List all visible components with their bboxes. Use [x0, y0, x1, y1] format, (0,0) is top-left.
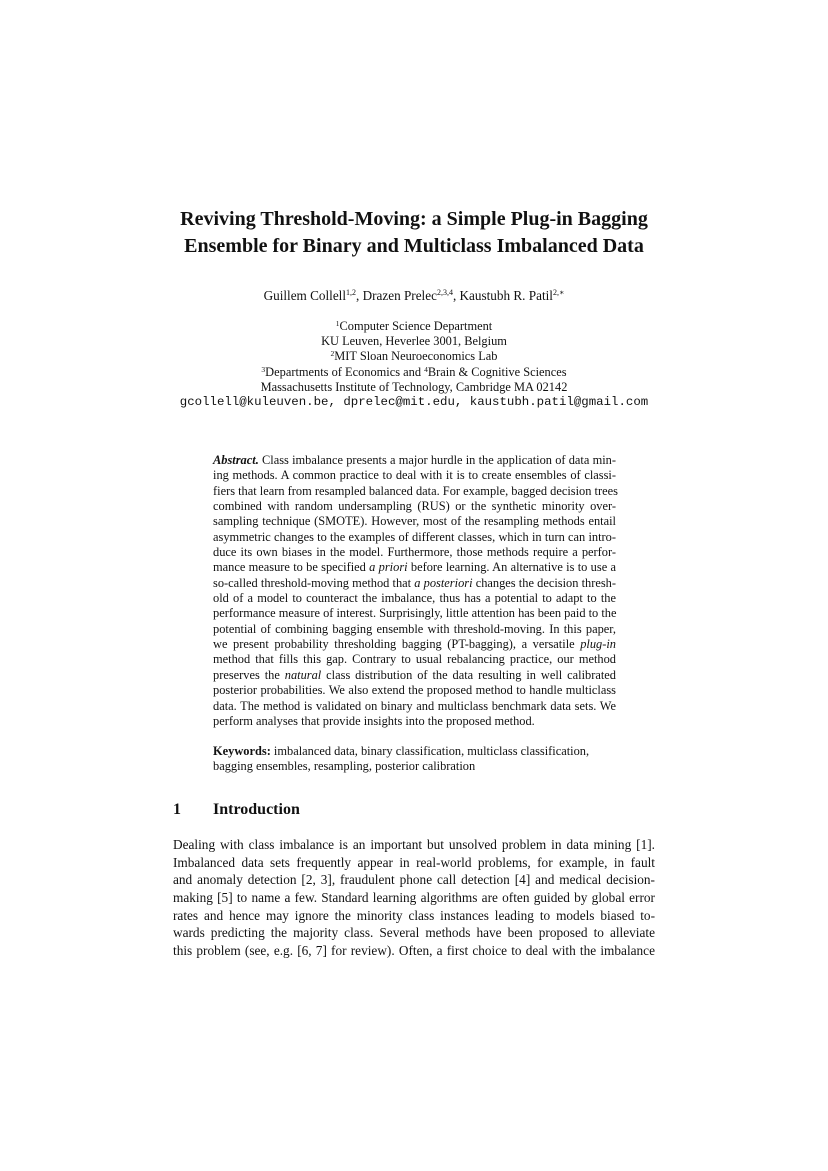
affiliation-line	[0, 349, 828, 364]
section-heading	[173, 801, 300, 819]
author-separator: ,	[356, 288, 363, 303]
abstract-text: Class imbalance presents a major hurdle in the application of data min-	[258, 453, 616, 467]
abstract-line: potential of combining bagging ensemble with threshold-moving. In this paper,	[213, 621, 616, 636]
abstract-heading: Abstract	[213, 453, 256, 467]
section-number: 1	[173, 801, 181, 818]
author-affil-sup: 2,∗	[552, 288, 565, 297]
abstract-heading-punct: .	[255, 453, 259, 467]
abstract-emphasis: plug-in	[580, 637, 616, 652]
keywords-line: bagging ensembles, resampling, posterior calibration	[213, 759, 476, 774]
affiliation-line: Massachusetts Institute of Technology, Cambridge MA 02142	[260, 379, 568, 394]
abstract-text: mance measure to be specified	[213, 560, 370, 575]
abstract-line	[213, 560, 616, 575]
affiliation-line: KU Leuven, Heverlee 3001, Belgium	[321, 334, 507, 349]
abstract-line	[213, 637, 616, 652]
affil-sup: 3	[261, 364, 266, 374]
affiliation-line	[0, 365, 828, 380]
body-line: wards predicting the majority class. Several methods have been proposed to alleviate	[173, 925, 655, 941]
paper-title	[120, 206, 708, 260]
abstract	[213, 453, 616, 729]
keywords	[213, 744, 616, 775]
abstract-line: perform analyses that provide insights into the proposed method.	[213, 713, 535, 728]
keywords-label: Keywords:	[213, 744, 271, 758]
affil-text: Departments of Economics and	[265, 364, 425, 379]
affiliations	[0, 319, 828, 395]
affil-sup: 4	[424, 364, 428, 374]
abstract-emphasis: a posteriori	[414, 575, 473, 590]
abstract-line: sampling technique (SMOTE). However, most of the resampling methods entail	[213, 514, 616, 529]
abstract-emphasis: natural	[284, 667, 322, 682]
abstract-text: we present probability thresholding bagging (PT-bagging), a versatile	[213, 637, 581, 652]
abstract-text: before learning. An alternative is to use a	[407, 560, 616, 575]
body-line: and anomaly detection [2, 3], fraudulent phone call detection [4] and medical decision-	[173, 872, 655, 888]
author-name: Drazen Prelec	[362, 288, 437, 303]
title-line-2: Ensemble for Binary and Multiclass Imbalanced Data	[184, 235, 644, 257]
affiliation-line	[0, 319, 828, 334]
abstract-line: data. The method is validated on binary and multiclass benchmark data sets. We	[213, 698, 616, 713]
abstract-emphasis: a priori	[369, 560, 408, 575]
keywords-line	[213, 744, 616, 759]
abstract-line: posterior probabilities. We also extend the proposed method to handle multiclass	[213, 683, 616, 698]
abstract-line: combined with random undersampling (RUS) or the synthetic minority over-	[213, 499, 616, 514]
abstract-line: duce its own biases in the model. Furthermore, those methods require a perfor-	[213, 545, 616, 560]
introduction-paragraph	[173, 836, 655, 960]
keywords-text: imbalanced data, binary classification, multiclass classification,	[270, 744, 590, 758]
author-name: Kaustubh R. Patil	[459, 288, 553, 303]
body-line: this problem (see, e.g. [6, 7] for review). Often, a first choice to deal with the imbalance	[173, 943, 655, 959]
author-affil-sup: 1,2	[346, 288, 357, 297]
title-line-1: Reviving Threshold-Moving: a Simple Plug-in Bagging	[180, 208, 648, 230]
affil-text: Computer Science Department	[339, 319, 493, 333]
affil-text: Brain & Cognitive Sciences	[427, 364, 567, 379]
author-affil-sup: 2,3,4	[436, 288, 453, 297]
abstract-line: performance measure of interest. Surprisingly, little attention has been paid to the	[213, 606, 617, 621]
body-line: making [5] to name a few. Standard learning algorithms are often guided by global error	[173, 890, 655, 906]
abstract-line: ing methods. A common practice to deal with it is to create ensembles of classi-	[213, 468, 616, 483]
abstract-line: fiers that learn from resampled balanced data. For example, bagged decision trees	[213, 483, 618, 498]
body-line: rates and hence may ignore the minority class instances leading to models biased to-	[173, 907, 655, 923]
abstract-line	[213, 453, 616, 468]
abstract-text: preserves the	[213, 667, 285, 682]
affil-text: MIT Sloan Neuroeconomics Lab	[334, 349, 498, 364]
abstract-line: old of a model to counteract the imbalance, thus has a potential to adapt to the	[213, 591, 616, 606]
author-emails: gcollell@kuleuven.be, dprelec@mit.edu, kaustubh.patil@gmail.com	[179, 395, 649, 409]
abstract-text: so-called threshold-moving method that	[213, 575, 415, 590]
abstract-text: class distribution of the data resulting in well calibrated	[321, 667, 617, 682]
abstract-line	[213, 576, 616, 591]
abstract-line	[213, 668, 616, 683]
abstract-line: method that fills this gap. Contrary to usual rebalancing practice, our method	[213, 652, 616, 667]
body-line: Dealing with class imbalance is an important but unsolved problem in data mining [1].	[173, 837, 655, 852]
author-list	[0, 288, 828, 304]
section-title: Introduction	[213, 801, 300, 818]
abstract-line: asymmetric changes to the examples of different classes, which in turn can intro-	[213, 529, 616, 544]
affil-sup: 2	[330, 349, 335, 359]
body-line: Imbalanced data sets frequently appear in real-world problems, for example, in fault	[173, 854, 655, 870]
affil-sup: 1	[335, 319, 340, 328]
author-name: Guillem Collell	[263, 288, 347, 303]
abstract-text: changes the decision thresh-	[472, 575, 616, 590]
author-separator: ,	[452, 288, 460, 303]
